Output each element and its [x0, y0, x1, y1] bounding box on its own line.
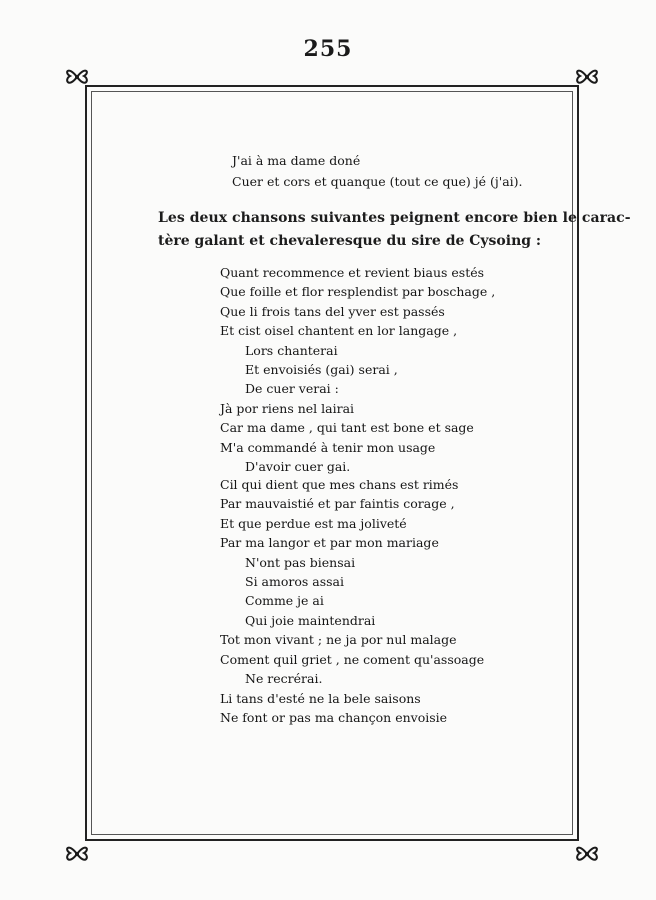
stanza-1	[220, 263, 495, 476]
prose-paragraph	[158, 207, 631, 253]
verse-line: Que foille et flor resplendist par boschage ,	[220, 284, 496, 300]
verse-line: Coment quil griet , ne coment qu'assoage	[220, 651, 485, 667]
verse-line: Tot mon vivant ; ne ja por nul malage	[220, 632, 457, 648]
verse-line: M'a commandé à tenir mon usage	[220, 439, 436, 455]
corner-ornament-icon	[62, 63, 92, 91]
verse-line: Que li frois tans del yver est passés	[220, 303, 445, 319]
stanza-3	[220, 689, 447, 728]
verse-line: De cuer verai :	[245, 381, 339, 397]
verse-line: Qui joie maintendrai	[245, 612, 376, 628]
verse-line: N'ont pas biensai	[245, 554, 356, 570]
corner-ornament-icon	[572, 63, 602, 91]
verse-line: J'ai à ma dame doné	[232, 153, 361, 168]
verse-line: Lors chanterai	[245, 342, 338, 358]
verse-line: Car ma dame , qui tant est bone et sage	[220, 420, 474, 436]
verse-line: Par ma langor et par mon mariage	[220, 535, 439, 551]
corner-ornament-icon	[62, 840, 92, 868]
verse-line: Ne recrérai.	[245, 671, 323, 687]
verse-line: Ne font or pas ma chançon envoisie	[220, 710, 448, 726]
verse-line: Cuer et cors et quanque (tout ce que) jé (j'ai).	[232, 174, 523, 189]
verse-line: Et que perdue est ma joliveté	[220, 515, 407, 531]
verse-line: Et cist oisel chantent en lor langage ,	[220, 323, 458, 339]
verse-line: Par mauvaistié et par faintis corage ,	[220, 496, 455, 512]
opening-verse	[232, 150, 523, 192]
verse-line: Si amoros assai	[245, 574, 344, 590]
verse-line: Li tans d'esté ne la bele saisons	[220, 691, 421, 706]
verse-line: D'avoir cuer gai.	[245, 459, 351, 475]
stanza-2	[220, 475, 484, 688]
verse-line: Quant recommence et revient biaus estés	[220, 265, 485, 280]
verse-line: Cil qui dient que mes chans est rimés	[220, 477, 459, 492]
verse-line: Et envoisiés (gai) serai ,	[245, 362, 398, 378]
verse-line: Comme je ai	[245, 593, 324, 609]
verse-line: Jà por riens nel lairai	[220, 400, 355, 416]
prose-line: Les deux chansons suivantes peignent encore bien le carac-	[158, 210, 631, 226]
corner-ornament-icon	[572, 840, 602, 868]
prose-line: tère galant et chevaleresque du sire de Cysoing :	[158, 233, 542, 249]
page-number: 255	[303, 36, 353, 62]
